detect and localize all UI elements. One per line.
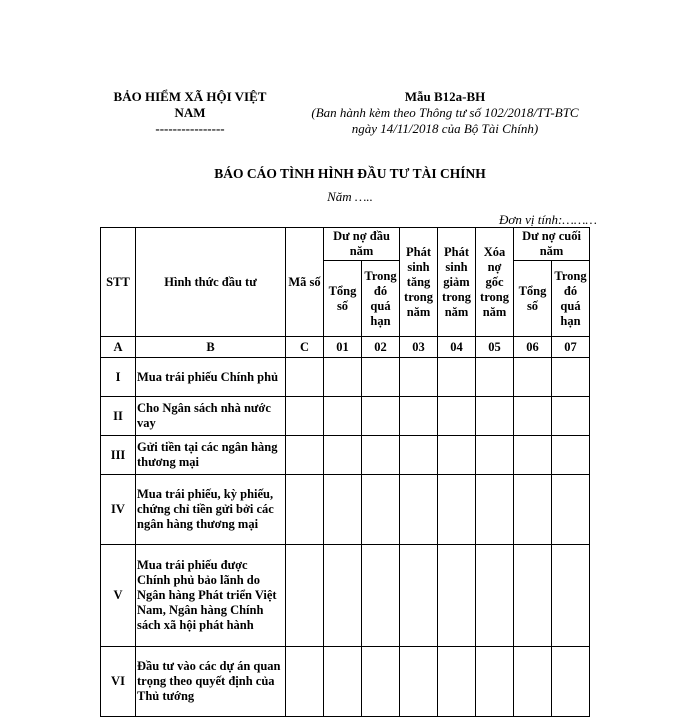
table-row [101, 436, 590, 475]
investment-table [100, 227, 590, 717]
empty-cell [514, 647, 552, 717]
row-name: Mua trái phiếu, kỳ phiếu, chứng chỉ tiền gửi bởi các ngân hàng thương mại [136, 475, 286, 545]
empty-cell [324, 397, 362, 436]
code-cell: A [101, 337, 136, 358]
header-closing-overdue: Trong đó quá hạn [552, 261, 590, 337]
empty-cell [286, 436, 324, 475]
row-stt: V [101, 545, 136, 647]
header-closing-debt: Dư nợ cuối năm [514, 228, 590, 261]
empty-cell [476, 475, 514, 545]
header-closing-total: Tổng số [514, 261, 552, 337]
header-decrease: Phát sinh giảm trong năm [438, 228, 476, 337]
empty-cell [552, 436, 590, 475]
empty-cell [552, 358, 590, 397]
empty-cell [362, 358, 400, 397]
empty-cell [286, 475, 324, 545]
empty-cell [324, 647, 362, 717]
empty-cell [552, 397, 590, 436]
row-name: Đầu tư vào các dự án quan trọng theo quyết định của Thủ tướng [136, 647, 286, 717]
empty-cell [476, 436, 514, 475]
empty-cell [362, 545, 400, 647]
row-name: Cho Ngân sách nhà nước vay [136, 397, 286, 436]
empty-cell [476, 545, 514, 647]
empty-cell [514, 358, 552, 397]
empty-cell [400, 358, 438, 397]
empty-cell [286, 397, 324, 436]
empty-cell [514, 397, 552, 436]
report-year: Năm ….. [327, 189, 373, 204]
empty-cell [438, 397, 476, 436]
row-stt: IV [101, 475, 136, 545]
header-stt: STT [101, 228, 136, 337]
header-opening-debt: Dư nợ đầu năm [324, 228, 400, 261]
column-code-row [101, 337, 590, 358]
empty-cell [476, 397, 514, 436]
empty-cell [324, 358, 362, 397]
organization-block [100, 89, 280, 137]
table-row [101, 545, 590, 647]
code-cell: 06 [514, 337, 552, 358]
row-name: Mua trái phiếu được Chính phủ bảo lãnh do Ngân hàng Phát triển Việt Nam, Ngân hàng Chính sách xã hội phát hành [136, 545, 286, 647]
empty-cell [400, 647, 438, 717]
row-stt: III [101, 436, 136, 475]
table-row [101, 358, 590, 397]
empty-cell [476, 358, 514, 397]
header-increase: Phát sinh tăng trong năm [400, 228, 438, 337]
empty-cell [438, 358, 476, 397]
row-stt: I [101, 358, 136, 397]
empty-cell [286, 647, 324, 717]
empty-cell [552, 647, 590, 717]
code-cell: 02 [362, 337, 400, 358]
empty-cell [514, 436, 552, 475]
unit-label: Đơn vị tính:……… [499, 212, 597, 227]
empty-cell [476, 647, 514, 717]
empty-cell [400, 436, 438, 475]
empty-cell [438, 647, 476, 717]
empty-cell [286, 358, 324, 397]
empty-cell [324, 475, 362, 545]
organization-underline: ---------------- [155, 121, 225, 136]
empty-cell [362, 475, 400, 545]
empty-cell [514, 545, 552, 647]
code-cell: 03 [400, 337, 438, 358]
report-title: BÁO CÁO TÌNH HÌNH ĐẦU TƯ TÀI CHÍNH [214, 166, 486, 181]
empty-cell [324, 436, 362, 475]
row-name: Mua trái phiếu Chính phủ [136, 358, 286, 397]
empty-cell [286, 545, 324, 647]
header-opening-overdue: Trong đó quá hạn [362, 261, 400, 337]
code-cell: 05 [476, 337, 514, 358]
form-info-block [290, 89, 600, 137]
table-row [101, 397, 590, 436]
empty-cell [552, 475, 590, 545]
code-cell: 01 [324, 337, 362, 358]
code-cell: B [136, 337, 286, 358]
table-row [101, 475, 590, 545]
form-code: Mẫu B12a-BH [404, 89, 486, 104]
code-cell: C [286, 337, 324, 358]
empty-cell [438, 436, 476, 475]
empty-cell [324, 545, 362, 647]
row-stt: VI [101, 647, 136, 717]
header-opening-total: Tổng số [324, 261, 362, 337]
row-name: Gửi tiền tại các ngân hàng thương mại [136, 436, 286, 475]
empty-cell [514, 475, 552, 545]
empty-cell [362, 436, 400, 475]
empty-cell [400, 475, 438, 545]
organization-name: BẢO HIỂM XÃ HỘI VIỆT NAM [113, 89, 267, 120]
form-note-line-2: ngày 14/11/2018 của Bộ Tài Chính) [351, 121, 539, 136]
empty-cell [438, 475, 476, 545]
header-investment-type: Hình thức đầu tư [136, 228, 286, 337]
empty-cell [400, 397, 438, 436]
code-cell: 07 [552, 337, 590, 358]
header-code: Mã số [286, 228, 324, 337]
header-writeoff: Xóa nợ gốc trong năm [476, 228, 514, 337]
empty-cell [438, 545, 476, 647]
row-stt: II [101, 397, 136, 436]
empty-cell [552, 545, 590, 647]
empty-cell [362, 647, 400, 717]
empty-cell [362, 397, 400, 436]
form-note-line-1: (Ban hành kèm theo Thông tư số 102/2018/TT-BTC [311, 105, 579, 120]
empty-cell [400, 545, 438, 647]
table-row [101, 647, 590, 717]
code-cell: 04 [438, 337, 476, 358]
